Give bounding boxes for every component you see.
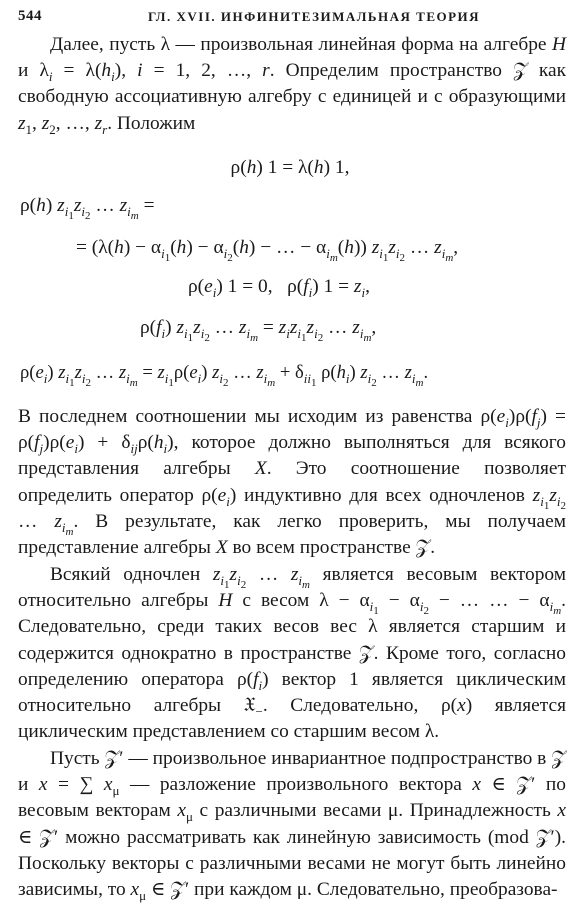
paragraph-3: Всякий одночлен $z_{i_1}z_{i_2}$ … $z_{i_m}$ является весовым вектором относительно алгебры H с весом $\lambda - \alpha_{i_1} - \alpha_{i_2}$ − … … − $\alpha_{i_m}$. Следовательно, среди таких весов вес λ является старшим и содержится однократно в пространстве 𝒵. Кроме того, согласно определению оператора $\rho(f_i)$ вектор 1 является циклическим относительно алгебры 𝔛$_-$. Следовательно, ρ(x) является циклическим представлением со старшим весом λ. [18, 564, 567, 743]
equation-5: $\rho(e_i)$ $z_{i_1}z_{i_2}$ … $z_{i_m} = z_{i_1}\rho(e_i)$ $z_{i_2}$ … $z_{i_m} + \delta_{ii_1}$ $\rho(h_i)$ $z_{i_2}$ … $z_{i_m}$. [20, 362, 429, 389]
paragraph-1: Далее, пусть λ — произвольная линейная форма на алгебре H и $\lambda_i = \lambda(h_i)$, i = 1, 2, …, r. Определим пространство 𝒵 как свободную ассоциативную алгебру с единицей и с образующими $z_1$, $z_2$, …, $z_r$. Положим [18, 34, 566, 137]
equation-2b: = ($\lambda(h) - \alpha_{i_1}(h) - \alpha_{i_2}(h)$ − … − $\alpha_{i_m}(h)$) $z_{i_1}z_{i_2}$ … $z_{i_m}$, [76, 237, 459, 264]
equation-3: $\rho(e_i) 1 = 0$, $\rho(f_i) 1 = z_i$, [188, 276, 370, 300]
equation-1: ρ(h) 1 = λ(h) 1, [230, 157, 350, 178]
paragraph-4: Пусть 𝒵′ — произвольное инвариантное подпространство в 𝒵 и x = ∑ $x_\mu$ — разложение произвольного вектора x ∈ 𝒵′ по весовым векторам $x_\mu$ с различными весами μ. Принадлежность x ∈ 𝒵′ можно рассматривать как линейную зависимость (mod 𝒵′). Поскольку векторы с различными весами не могут быть линейно зависимы, то $x_\mu$ ∈ 𝒵′ при каждом μ. Следовательно, преобразова- [18, 748, 567, 904]
equation-4: $\rho(f_i)$ $z_{i_1}z_{i_2}$ … $z_{i_m} = z_iz_{i_1}z_{i_2}$ … $z_{i_m}$, [140, 317, 377, 344]
paragraph-2: В последнем соотношении мы исходим из равенства $\rho(e_i)\rho(f_j) = \rho(f_j)\rho(e_i) + \delta_{ij}\rho(h_i)$, которое должно выполняться для всякого представления алгебры X. Это соотношение позволяет определить оператор $\rho(e_i)$ индуктивно для всех одночленов $z_{i_1}z_{i_2}$ … $z_{i_m}$. В результате, как легко проверить, мы получаем представление алгебры X во всем пространстве 𝒵. [18, 406, 566, 559]
equation-2a: ρ(h) $z_{i_1}z_{i_2}$ … $z_{i_m}$ = [20, 195, 155, 222]
page-number: 544 [18, 8, 42, 24]
page-header [18, 8, 566, 30]
running-head: ГЛ. XVII. ИНФИНИТЕЗИМАЛЬНАЯ ТЕОРИЯ [148, 9, 481, 24]
